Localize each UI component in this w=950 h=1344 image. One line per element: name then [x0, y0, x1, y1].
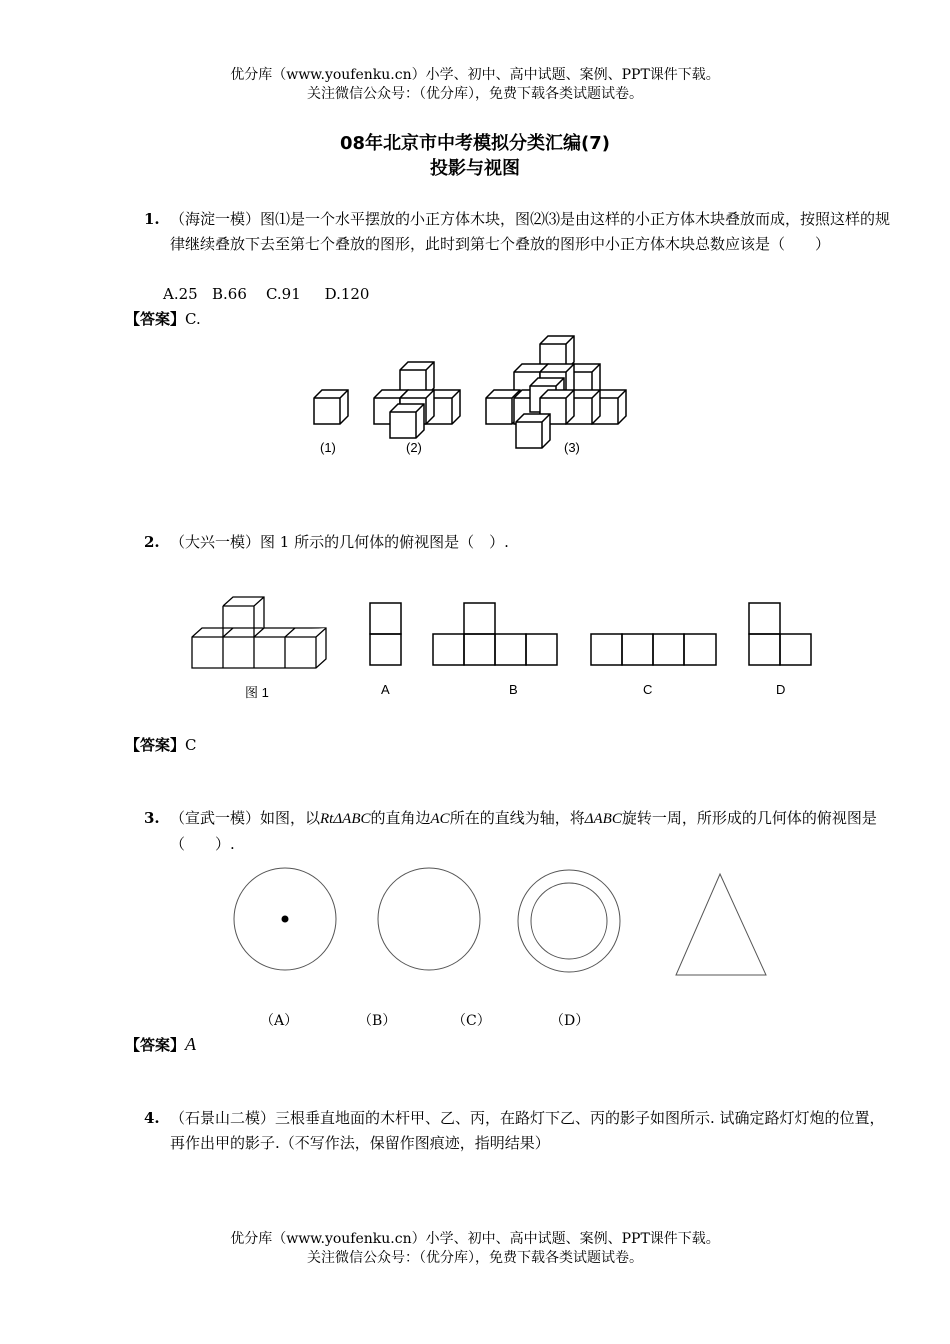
q4-number: 4. [144, 1109, 160, 1127]
header-line-1: 优分库（www.youfenku.cn）小学、初中、高中试题、案例、PPT课件下载。 [230, 67, 720, 83]
q3-text-a: （宣武一模）如图，以 [170, 809, 321, 827]
q4-text: （石景山二模）三根垂直地面的木杆甲、乙、丙，在路灯下乙、丙的影子如图所示. 试确定路灯灯炮的位置，再作出甲的影子.（不写作法，保留作图痕迹，指明结果） [170, 1109, 885, 1152]
q1-answer-label: 【答案】 [125, 310, 186, 328]
q3-option-b-circle [378, 868, 480, 970]
q1-number: 1. [144, 210, 160, 228]
q3-delta-abc-2: ΔABC [584, 811, 622, 827]
q2-label-c: C [643, 682, 653, 697]
footer-line-1: 优分库（www.youfenku.cn）小学、初中、高中试题、案例、PPT课件下载。 [230, 1231, 720, 1247]
q3-option-c-outer-circle [518, 870, 620, 972]
q3-rt: Rt [320, 811, 334, 827]
q2-text: （大兴一模）图 1 所示的几何体的俯视图是（ ）. [170, 533, 509, 551]
q2-label-a: A [381, 682, 390, 697]
q1-options: A.25 B.66 C.91 D.120 [163, 285, 370, 303]
q3-text-c: 所在的直线为轴，将 [449, 809, 585, 827]
footer-line-2: 关注微信公众号：（优分库），免费下载各类试题试卷。 [307, 1250, 643, 1266]
q3-ac: AC [430, 811, 450, 827]
q1-answer-value: C. [185, 310, 201, 328]
page-subtitle: 投影与视图 [430, 158, 520, 179]
q3-number: 3. [144, 809, 160, 827]
q1-fig-label-3: (3) [564, 440, 580, 455]
q3-delta-abc: ΔABC [333, 811, 371, 827]
q3-option-c-inner-circle [531, 883, 607, 959]
q2-answer-label: 【答案】 [125, 736, 186, 754]
q3-option-d-triangle [676, 874, 766, 975]
q3-answer-value: A [185, 1034, 197, 1054]
q2-answer-value: C [185, 736, 197, 754]
q3-label-d: （D） [550, 1013, 590, 1029]
q3-label-c: （C） [452, 1013, 491, 1029]
q3-answer-label: 【答案】 [125, 1036, 186, 1054]
q2-fig-label: 图 1 [245, 685, 269, 700]
q3-option-a-dot [282, 916, 289, 923]
q1-fig-label-2: (2) [406, 440, 422, 455]
q1-text: （海淀一模）图⑴是一个水平摆放的小正方体木块，图⑵⑶是由这样的小正方体木块叠放而成，按照这样的规律继续叠放下去至第七个叠放的图形，此时到第七个叠放的图形中小正方体木块总数应该是（ ） [170, 210, 891, 253]
q3-text-d: 旋转一周，所形成的几何体的俯视图是（ ）. [170, 809, 877, 853]
q1-fig-label-1: (1) [320, 440, 336, 455]
header-line-2: 关注微信公众号：（优分库），免费下载各类试题试卷。 [307, 86, 643, 102]
page-title: 08年北京市中考模拟分类汇编(7) [339, 133, 611, 154]
q3-label-a: （A） [260, 1013, 299, 1029]
q3-text-b: 的直角边 [370, 809, 431, 827]
q3-label-b: （B） [358, 1013, 397, 1029]
q2-label-b: B [509, 682, 518, 697]
q2-label-d: D [776, 682, 786, 697]
q3-answer [125, 1032, 196, 1058]
q2-number: 2. [144, 533, 160, 551]
